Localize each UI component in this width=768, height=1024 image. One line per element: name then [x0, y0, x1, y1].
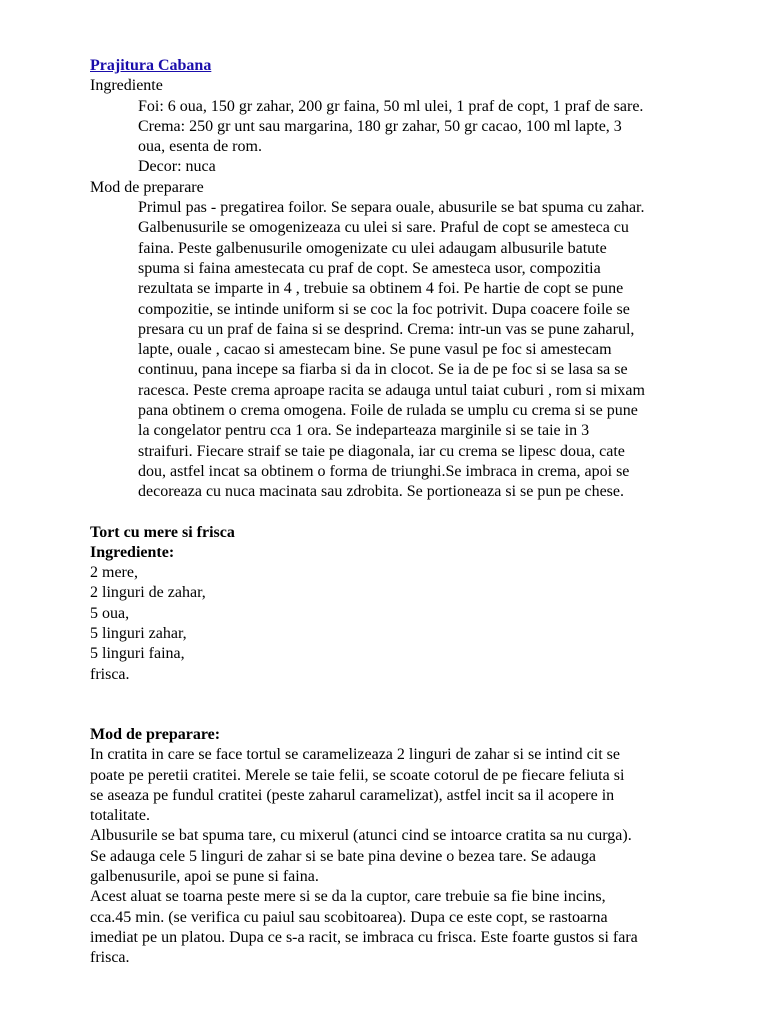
method-line: dou, astfel incat sa obtinem o forma de triunghi.Se imbraca in crema, apoi se [138, 462, 630, 480]
recipe-title-link[interactable]: Prajitura Cabana [90, 57, 212, 74]
method-line: continuu, pana incepe sa fiarba si da in clocot. Se ia de pe foc si se lasa sa se [138, 361, 628, 379]
method-line: Se adauga cele 5 linguri de zahar si se bate pina devine o bezea tare. Se adauga [90, 847, 596, 865]
method-line: cca.45 min. (se verifica cu paiul sau scobitoarea). Dupa ce este copt, se rastoarna [90, 908, 608, 926]
list-item: 5 linguri zahar, [90, 625, 187, 643]
method-line: la congelator pentru cca 1 ora. Se indeparteaza marginile si se taie in 3 [138, 422, 590, 440]
method-line: galbenusurile, apoi se pune si faina. [90, 867, 319, 885]
method-line: Albusurile se bat spuma tare, cu mixerul (atunci cind se intoarce cratita sa nu curga). [90, 827, 632, 845]
ingredients-block [90, 97, 730, 178]
method-line: totalitate. [90, 807, 150, 825]
foi-line: Foi: 6 oua, 150 gr zahar, 200 gr faina, 50 ml ulei, 1 praf de copt, 1 praf de sare. [138, 97, 644, 115]
method-line: poate pe peretii cratitei. Merele se taie felii, se scoate cotorul de pe fiecare feliuta si [90, 766, 625, 784]
method-line: Galbenusurile se omogenizeaza cu ulei si sare. Praful de copt se amesteca cu [138, 219, 629, 237]
method-line: presara cu un praf de faina si se desprind. Crema: intr-un vas se pune zaharul, [138, 320, 635, 338]
method-line: In cratita in care se face tortul se caramelizeaza 2 linguri de zahar si se intind cit se [90, 746, 620, 764]
ingredients-heading: Ingrediente: [90, 543, 175, 561]
crema-line-2: oua, esenta de rom. [138, 138, 262, 156]
method-line: Primul pas - pregatirea foilor. Se separa ouale, abusurile se bat spuma cu zahar. [138, 199, 645, 217]
ingredients-heading: Ingrediente [90, 77, 163, 95]
method-line: spuma si faina amestecata cu praf de copt. Se amesteca usor, compozitia [138, 259, 601, 277]
method-text [90, 745, 730, 968]
recipe-title: Tort cu mere si frisca [90, 523, 235, 541]
method-line: compozitie, se intinde uniform si se coc la foc potrivit. Dupa coacere foile se [138, 300, 630, 318]
list-item: 5 linguri faina, [90, 645, 185, 663]
method-line: racesca. Peste crema aproape racita se adauga untul taiat cuburi , rom si mixam [138, 381, 645, 399]
list-item: 2 mere, [90, 564, 138, 582]
spacer [90, 685, 730, 725]
method-line: frisca. [90, 949, 130, 967]
list-item: frisca. [90, 665, 130, 683]
crema-line-1: Crema: 250 gr unt sau margarina, 180 gr zahar, 50 gr cacao, 100 ml lapte, 3 [138, 117, 622, 135]
method-line: pana obtinem o crema omogena. Foile de rulada se umplu cu crema si se pune [138, 402, 638, 420]
list-item: 5 oua, [90, 604, 130, 622]
ingredients-list [90, 563, 730, 685]
decor-line: Decor: nuca [138, 158, 216, 176]
spacer [90, 503, 730, 523]
method-line: lapte, ouale , cacao si amestecam bine. Se pune vasul pe foc si amestecam [138, 341, 612, 359]
method-line: Acest aluat se toarna peste mere si se da la cuptor, care trebuie sa fie bine incins, [90, 888, 606, 906]
method-line: imediat pe un platou. Dupa ce s-a racit, se imbraca cu frisca. Este foarte gustos si fara [90, 928, 638, 946]
method-line: rezultata se imparte in 4 , trebuie sa obtinem 4 foi. Pe hartie de copt se pune [138, 280, 624, 298]
method-line: faina. Peste galbenusurile omogenizate cu ulei adaugam albusurile batute [138, 239, 607, 257]
method-line: decoreaza cu nuca macinata sau zdrobita. Se portioneaza si se pun pe chese. [138, 483, 624, 501]
list-item: 2 linguri de zahar, [90, 584, 206, 602]
method-heading: Mod de preparare: [90, 725, 221, 743]
method-line: se aseaza pe fundul cratitei (peste zaharul caramelizat), astfel incit sa il acopere in [90, 786, 615, 804]
method-line: straifuri. Fiecare straif se taie pe diagonala, iar cu crema se lipesc doua, cate [138, 442, 625, 460]
method-text [90, 198, 730, 502]
recipe-tort-cu-mere [90, 523, 730, 969]
recipe-prajitura-cabana [90, 56, 730, 503]
document-page [90, 56, 730, 968]
method-heading: Mod de preparare [90, 178, 204, 196]
